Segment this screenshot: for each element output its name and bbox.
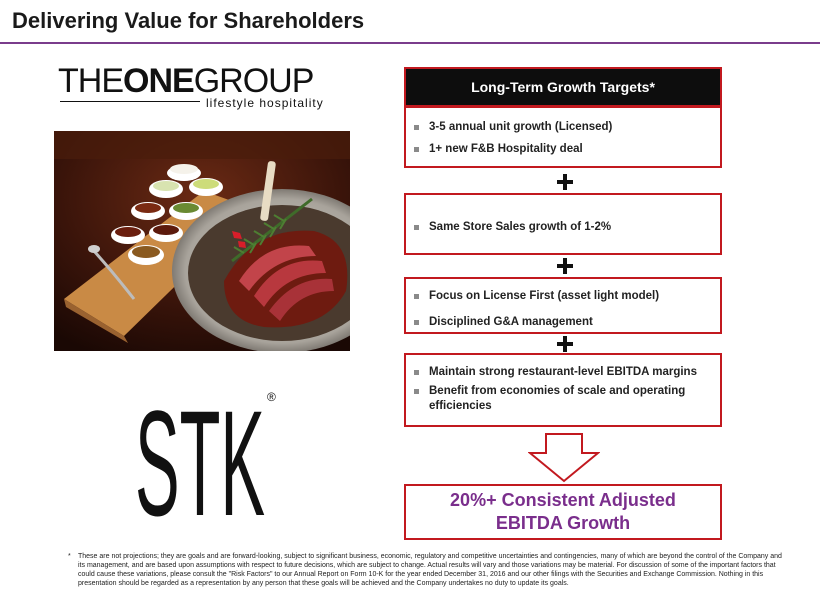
bullet-square-icon xyxy=(414,294,419,299)
result-text xyxy=(433,489,693,535)
bullet-item xyxy=(414,384,720,414)
bullet-item xyxy=(414,220,720,235)
footnote-star: * xyxy=(68,553,71,560)
logo-part-one: ONE xyxy=(123,62,194,100)
bullet-square-icon xyxy=(414,225,419,230)
result-line-2: EBITDA Growth xyxy=(495,513,631,533)
bullet-item xyxy=(414,120,720,135)
target-box-license-first xyxy=(404,277,722,334)
bullet-item xyxy=(414,289,720,304)
stk-logo xyxy=(135,375,285,525)
bullet-text: Disciplined G&A management xyxy=(429,316,593,328)
bullet-item xyxy=(414,315,720,330)
bullet-square-icon xyxy=(414,320,419,325)
bullet-text: Focus on License First (asset light model) xyxy=(429,290,660,302)
bullet-square-icon xyxy=(414,147,419,152)
bullet-item xyxy=(414,142,720,157)
footnote-text: These are not projections; they are goals and are forward-looking, subject to significant business, economic, regulatory and competitive uncertainties and contingencies, many of which are beyond the control of the Company and its management, and are based upon assumptions with respect to future decisions, which are subject to change. Actual results will vary and those variations may be material. For discussion of some of the important factors that could cause these variations, please consult the "Risk Factors" to our Annual Report on Form 10-K for the year ended December 31, 2016 and our other filings with the Securities and Exchange Commission. Nothing in this presentation should be regarded as a representation by any person that these goals will be achieved and the Company undertakes no duty to update its goals. xyxy=(78,553,782,587)
bullet-item xyxy=(414,365,720,380)
logo-wordmark xyxy=(58,64,338,98)
steak-dish-photo xyxy=(54,131,350,351)
plus-icon xyxy=(557,258,573,274)
result-box-ebitda-growth xyxy=(404,484,722,540)
bullet-square-icon xyxy=(414,370,419,375)
disclaimer-footnote xyxy=(68,552,788,588)
logo-underline xyxy=(60,101,200,102)
bullet-square-icon xyxy=(414,389,419,394)
logo-tagline: lifestyle hospitality xyxy=(206,96,324,110)
bullet-square-icon xyxy=(414,125,419,130)
stk-registered-mark: ® xyxy=(267,390,276,404)
the-one-group-logo xyxy=(58,64,338,114)
plus-icon xyxy=(557,174,573,190)
logo-part-group: GROUP xyxy=(193,62,314,100)
target-box-unit-growth xyxy=(404,106,722,168)
logo-part-the: THE xyxy=(58,62,123,100)
plus-icon xyxy=(557,336,573,352)
bullet-text: 1+ new F&B Hospitality deal xyxy=(429,143,583,155)
growth-targets-header xyxy=(404,67,722,107)
result-line-1: 20%+ Consistent Adjusted xyxy=(450,490,676,510)
slide-title: Delivering Value for Shareholders xyxy=(12,8,365,33)
down-arrow-icon xyxy=(528,433,600,483)
target-box-ebitda-margins xyxy=(404,353,722,427)
bullet-text: Benefit from economies of scale and operating efficiencies xyxy=(429,385,686,412)
title-divider xyxy=(0,42,820,44)
growth-targets-title: Long-Term Growth Targets* xyxy=(471,79,655,95)
bullet-text: Maintain strong restaurant-level EBITDA margins xyxy=(429,366,697,378)
target-box-same-store-sales xyxy=(404,193,722,255)
stk-logo-text: STK xyxy=(135,379,265,525)
bullet-text: 3-5 annual unit growth (Licensed) xyxy=(429,121,613,133)
bullet-text: Same Store Sales growth of 1-2% xyxy=(429,221,612,233)
